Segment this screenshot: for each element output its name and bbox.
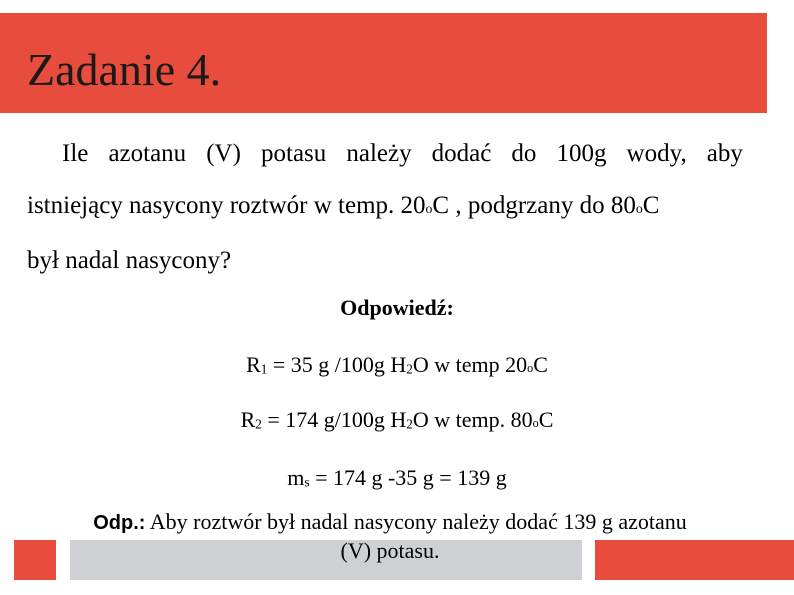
subscript: 2 (255, 416, 262, 432)
word: 100g (556, 140, 607, 167)
text-part: istniejący nasycony roztwór w temp. 20 (27, 192, 426, 219)
equation-r2 (0, 406, 794, 438)
word: (V) (206, 140, 241, 167)
final-answer-line-2: (V) potasu. (340, 538, 440, 563)
subscript: 2 (406, 361, 413, 377)
word: do (511, 140, 537, 167)
text-part: = 174 g/100g H (261, 407, 407, 432)
subscript: 2 (406, 416, 413, 432)
equation-r1 (0, 351, 794, 383)
text-part: Aby roztwór był nadal nasycony należy dodać 139 g azotanu (145, 509, 687, 534)
text-part: O w temp 20 (412, 352, 528, 377)
answer-heading: Odpowiedź: (340, 295, 454, 320)
question-line-2-text (27, 180, 659, 235)
word: potasu (261, 140, 327, 167)
subscript: s (304, 474, 310, 490)
text-part: C (533, 352, 548, 377)
degree-sign: o (425, 201, 433, 216)
degree-sign: o (532, 416, 539, 430)
word: azotanu (108, 140, 187, 167)
text-part: R (246, 352, 261, 377)
question-text (27, 128, 743, 287)
text-part: C (642, 192, 660, 219)
text-part: R (240, 407, 256, 432)
text-part: C , podgrzany do 80 (432, 192, 636, 219)
text-part: m (287, 465, 305, 490)
word: dodać (431, 140, 492, 167)
word: należy (346, 140, 412, 167)
text-part: = 35 g /100g H (267, 352, 407, 377)
question-line-2 (27, 180, 743, 235)
subscript: 1 (260, 361, 268, 377)
final-answer-label: Odp.: (93, 512, 146, 534)
word: Ile (62, 140, 89, 167)
degree-sign: o (527, 361, 534, 375)
word: wody, (626, 140, 687, 167)
question-line-3: był nadal nasycony? (27, 247, 232, 274)
degree-sign: o (635, 201, 643, 216)
final-answer (30, 508, 750, 565)
text-part: = 174 g -35 g = 139 g (309, 465, 507, 490)
text-part: O w temp. 80 (412, 407, 533, 432)
slide-title: Zadanie 4. (27, 44, 222, 95)
question-line-1 (27, 128, 743, 180)
equation-ms (0, 464, 794, 496)
text-part: C (538, 407, 554, 432)
final-answer-line-1 (30, 508, 750, 537)
word: aby (706, 140, 743, 167)
